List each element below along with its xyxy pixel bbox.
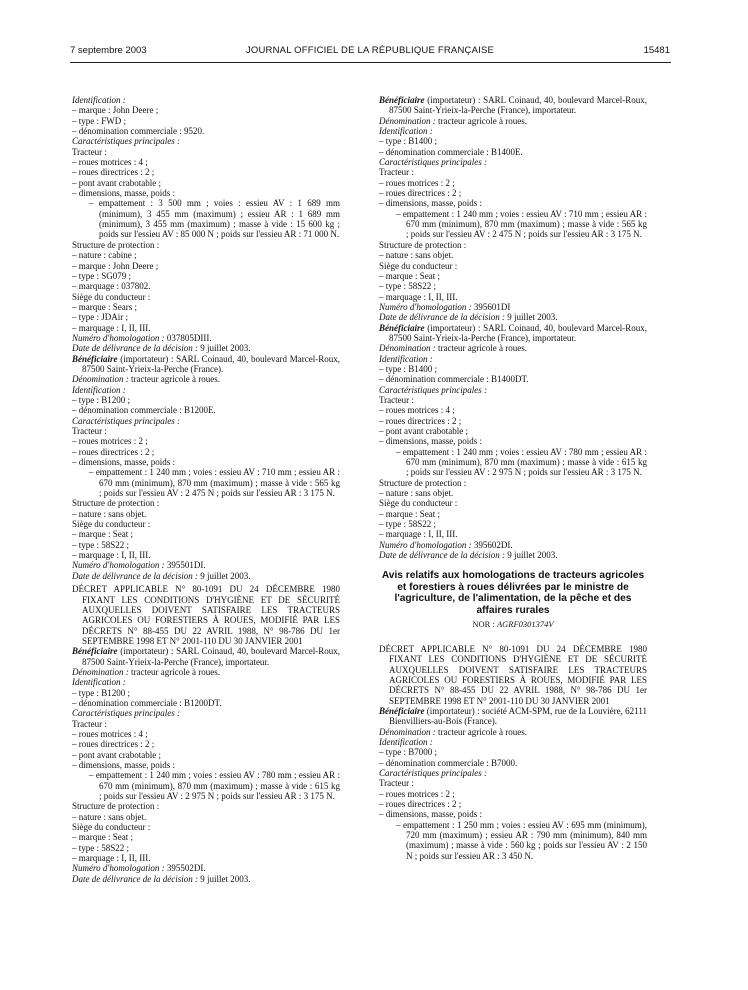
line-text: – marquage : 037802. bbox=[72, 281, 151, 292]
text-line bbox=[379, 395, 647, 405]
line-text: – dimensions, masse, poids : bbox=[72, 760, 175, 770]
text-line bbox=[72, 498, 340, 508]
beneficiary-label: Bénéficiaire bbox=[379, 322, 425, 333]
text-line bbox=[72, 436, 340, 446]
line-text: – nature : sans objet. bbox=[379, 250, 454, 261]
text-line bbox=[379, 261, 647, 271]
nor-label: NOR : bbox=[472, 619, 497, 630]
line-text: – dimensions, masse, poids : bbox=[72, 188, 175, 199]
beneficiary-text: (importateur) : SARL Coinaud, 40, boulevard Marcel-Roux, 87500 Saint-Yrieix-la-Perche (France), importateur. bbox=[389, 322, 647, 343]
line-text: – nature : sans objet. bbox=[379, 488, 454, 499]
field-line bbox=[72, 560, 340, 570]
field-line bbox=[379, 550, 647, 560]
line-text: – type : 58S22 ; bbox=[72, 842, 130, 853]
field-line bbox=[379, 302, 647, 312]
line-text: Structure de protection : bbox=[379, 239, 467, 250]
line-text: – roues directrices : 2 ; bbox=[72, 739, 155, 750]
line-text: – nature : sans objet. bbox=[72, 508, 147, 519]
decree-heading bbox=[379, 644, 647, 706]
line-text: Tracteur : bbox=[379, 394, 414, 405]
line-text: – marque : Seat ; bbox=[72, 832, 133, 843]
field-value: tracteur agricole à roues. bbox=[131, 374, 220, 385]
text-line bbox=[72, 822, 340, 832]
field-label: Identification : bbox=[379, 353, 433, 364]
beneficiary-paragraph bbox=[72, 354, 340, 375]
field-label: Dénomination : bbox=[72, 374, 131, 385]
page-number: 15481 bbox=[643, 45, 670, 56]
text-line bbox=[72, 271, 340, 281]
text-line bbox=[72, 812, 340, 822]
text-line bbox=[72, 719, 340, 729]
line-text: Siège du conducteur : bbox=[72, 291, 151, 302]
line-text: – type : 58S22 ; bbox=[379, 281, 437, 292]
field-line bbox=[379, 727, 647, 737]
field-label: Numéro d'homologation : bbox=[72, 560, 167, 571]
beneficiary-label: Bénéficiaire bbox=[72, 646, 118, 657]
page-header bbox=[70, 45, 670, 61]
text-line bbox=[72, 760, 340, 770]
text-line bbox=[72, 240, 340, 250]
field-value: tracteur agricole à roues. bbox=[438, 115, 527, 126]
line-text: – type : SG079 ; bbox=[72, 270, 132, 281]
right-column bbox=[379, 95, 647, 861]
line-text: – marquage : I, II, III. bbox=[72, 550, 151, 561]
line-text: – pont avant crabotable ; bbox=[379, 426, 468, 436]
field-line bbox=[379, 385, 647, 395]
field-line bbox=[72, 571, 340, 581]
field-line bbox=[72, 863, 340, 873]
text-line bbox=[379, 426, 647, 436]
line-text: Structure de protection : bbox=[72, 801, 160, 812]
field-value: 9 juillet 2003. bbox=[507, 312, 558, 323]
field-label: Dénomination : bbox=[379, 343, 438, 354]
text-line bbox=[72, 843, 340, 853]
dimensions-text bbox=[72, 770, 340, 801]
text-line bbox=[379, 198, 647, 208]
text-line bbox=[379, 416, 647, 426]
text-line bbox=[72, 447, 340, 457]
field-label: Caractéristiques principales : bbox=[379, 767, 487, 778]
dimensions-value: – empattement : 1 250 mm ; voies : essieu AV : 695 mm (minimum), 720 mm (maximum) ; essieu AR : 790 mm (minimum), 840 mm (maximum) ; masse à vide : 560 kg ; poids sur l'essieu AV : 2 150 N ; poids sur l'essieu AR : 3 450 N. bbox=[396, 819, 647, 861]
field-label: Dénomination : bbox=[379, 115, 438, 126]
field-label: Caractéristiques principales : bbox=[72, 708, 180, 719]
field-label: Identification : bbox=[72, 384, 126, 395]
dimensions-text bbox=[379, 209, 647, 240]
text-line bbox=[72, 167, 340, 177]
text-line bbox=[379, 789, 647, 799]
line-text: – roues motrices : 2 ; bbox=[379, 788, 455, 799]
text-line bbox=[379, 250, 647, 260]
line-text: – roues directrices : 2 ; bbox=[72, 167, 155, 178]
text-line bbox=[379, 498, 647, 508]
text-line bbox=[72, 250, 340, 260]
line-text: – dimensions, masse, poids : bbox=[72, 457, 175, 468]
line-text: Tracteur : bbox=[72, 718, 107, 729]
text-line bbox=[379, 758, 647, 768]
line-text: – marque : Seat ; bbox=[379, 270, 440, 281]
field-label: Dénomination : bbox=[379, 726, 438, 737]
line-text: – dénomination commerciale : 9520. bbox=[72, 126, 205, 137]
text-line bbox=[379, 488, 647, 498]
line-text: – roues directrices : 2 ; bbox=[379, 415, 462, 426]
text-line bbox=[72, 426, 340, 436]
text-line bbox=[72, 312, 340, 322]
section-title-text: Avis relatifs aux homologations de tracteurs agricoles et forestiers à roues délivrées par le ministre de l'agriculture, de l'alimentation, de la pêche et des affaires rurales bbox=[381, 570, 645, 616]
beneficiary-text: (importateur) : société ACM-SPM, rue de la Louvière, 62111 Bienvilliers-au-Bois (France). bbox=[389, 705, 647, 727]
beneficiary-text: (importateur) : SARL Coinaud, 40, boulevard Marcel-Roux, 87500 Saint-Yrieix-la-Perche (France). bbox=[82, 353, 340, 374]
line-text: – type : B1400 ; bbox=[379, 136, 437, 147]
field-line bbox=[72, 333, 340, 343]
dimensions-text bbox=[72, 198, 340, 239]
field-label: Caractéristiques principales : bbox=[72, 415, 180, 426]
dimensions-value: – empattement : 1 240 mm ; voies : essieu AV : 710 mm ; essieu AR : 670 mm (minimum), 870 mm (maximum) ; masse à vide : 565 kg ; poids sur l'essieu AV : 2 475 N ; poids sur l'essieu AR : 3 175 N. bbox=[396, 208, 647, 240]
beneficiary-label: Bénéficiaire bbox=[379, 95, 425, 105]
text-line bbox=[379, 136, 647, 146]
line-text: – dénomination commerciale : B7000. bbox=[379, 757, 518, 768]
text-line bbox=[72, 853, 340, 863]
field-label: Caractéristiques principales : bbox=[379, 384, 487, 395]
text-line bbox=[72, 509, 340, 519]
line-text: – marquage : I, II, III. bbox=[72, 853, 151, 864]
text-line bbox=[72, 729, 340, 739]
field-value: 395601DI bbox=[473, 301, 511, 312]
decree-heading bbox=[72, 584, 340, 646]
text-line bbox=[379, 188, 647, 198]
line-text: – marquage : I, II, III. bbox=[379, 529, 458, 540]
line-text: – dimensions, masse, poids : bbox=[379, 809, 482, 820]
section-title bbox=[379, 570, 647, 616]
dimensions-value: – empattement : 1 240 mm ; voies : essieu AV : 780 mm ; essieu AR : 670 mm (minimum), 870 mm (maximum) ; masse à vide : 615 kg ; poids sur l'essieu AV : 2 975 N ; poids sur l'essieu AR : 3 175 N. bbox=[89, 770, 340, 802]
line-text: Siège du conducteur : bbox=[379, 498, 458, 509]
text-line bbox=[72, 405, 340, 415]
text-line bbox=[72, 157, 340, 167]
text-line bbox=[72, 457, 340, 467]
line-text: – pont avant crabotable ; bbox=[72, 177, 161, 188]
line-text: Tracteur : bbox=[379, 167, 414, 178]
field-line bbox=[72, 95, 340, 105]
line-text: – pont avant crabotable ; bbox=[72, 749, 161, 760]
field-value: 9 juillet 2003. bbox=[507, 550, 558, 561]
line-text: Structure de protection : bbox=[72, 498, 160, 509]
line-text: – dénomination commerciale : B1200DT. bbox=[72, 697, 222, 708]
line-text: – marque : John Deere ; bbox=[72, 105, 159, 116]
field-label: Caractéristiques principales : bbox=[379, 157, 487, 168]
beneficiary-paragraph bbox=[379, 95, 647, 116]
text-line bbox=[72, 116, 340, 126]
text-line bbox=[379, 519, 647, 529]
line-text: Tracteur : bbox=[72, 146, 107, 157]
dimensions-value: – empattement : 1 240 mm ; voies : essieu AV : 780 mm ; essieu AR : 670 mm (minimum), 870 mm (maximum) ; masse à vide : 615 kg ; poids sur l'essieu AV : 2 975 N ; poids sur l'essieu AR : 3 175 N. bbox=[396, 446, 647, 478]
field-value: 395502DI. bbox=[166, 863, 206, 874]
beneficiary-label: Bénéficiaire bbox=[379, 705, 425, 716]
field-line bbox=[379, 768, 647, 778]
line-text: – dénomination commerciale : B1400DT. bbox=[379, 374, 529, 385]
line-text: – dimensions, masse, poids : bbox=[379, 436, 482, 447]
field-line bbox=[72, 385, 340, 395]
field-value: tracteur agricole à roues. bbox=[438, 343, 527, 354]
text-line bbox=[72, 178, 340, 188]
dimensions-text bbox=[72, 467, 340, 498]
field-line bbox=[72, 136, 340, 146]
line-text: – nature : sans objet. bbox=[72, 811, 147, 822]
beneficiary-text: (importateur) : SARL Coinaud, 40, boulevard Marcel-Roux, 87500 Saint-Yrieix-la-Perche (France), importateur. bbox=[82, 646, 340, 667]
field-label: Numéro d'homologation : bbox=[72, 332, 167, 343]
field-label: Date de délivrance de la décision : bbox=[72, 873, 201, 884]
line-text: – roues motrices : 4 ; bbox=[72, 728, 148, 739]
text-line bbox=[72, 395, 340, 405]
text-line bbox=[72, 801, 340, 811]
field-line bbox=[379, 312, 647, 322]
line-text: – roues motrices : 2 ; bbox=[379, 177, 455, 188]
line-text: – marque : Seat ; bbox=[72, 529, 133, 540]
field-value: 395602DI. bbox=[473, 539, 513, 550]
field-value: 9 juillet 2003. bbox=[200, 570, 251, 581]
line-text: – type : 58S22 ; bbox=[379, 519, 437, 530]
text-line bbox=[72, 832, 340, 842]
text-line bbox=[379, 747, 647, 757]
field-line bbox=[72, 708, 340, 718]
field-line bbox=[379, 126, 647, 136]
text-line bbox=[72, 529, 340, 539]
line-text: – marque : John Deere ; bbox=[72, 260, 159, 271]
field-value: tracteur agricole à roues. bbox=[131, 666, 220, 677]
field-label: Date de délivrance de la décision : bbox=[379, 550, 508, 561]
beneficiary-paragraph bbox=[72, 646, 340, 667]
beneficiary-paragraph bbox=[379, 323, 647, 344]
line-text: – nature : cabine ; bbox=[72, 250, 137, 261]
line-text: Tracteur : bbox=[72, 426, 107, 436]
text-line bbox=[72, 188, 340, 198]
line-text: – marquage : I, II, III. bbox=[379, 291, 458, 302]
line-text: – roues motrices : 4 ; bbox=[379, 405, 455, 416]
text-line bbox=[379, 147, 647, 157]
text-line bbox=[72, 105, 340, 115]
field-line bbox=[72, 374, 340, 384]
field-line bbox=[379, 737, 647, 747]
text-line bbox=[72, 147, 340, 157]
text-line bbox=[72, 126, 340, 136]
field-label: Identification : bbox=[379, 736, 433, 747]
dimensions-value: – empattement : 1 240 mm ; voies : essieu AV : 710 mm ; essieu AR : 670 mm (minimum), 870 mm (maximum) ; masse à vide : 565 kg ; poids sur l'essieu AV : 2 475 N ; poids sur l'essieu AR : 3 175 N. bbox=[89, 467, 340, 499]
line-text: – roues motrices : 4 ; bbox=[72, 157, 148, 168]
line-text: Tracteur : bbox=[379, 778, 414, 789]
field-line bbox=[379, 157, 647, 167]
text-line bbox=[72, 550, 340, 560]
text-line bbox=[379, 167, 647, 177]
line-text: – roues directrices : 2 ; bbox=[379, 188, 462, 199]
text-line bbox=[379, 529, 647, 539]
decree-text: DÉCRET APPLICABLE N° 80-1091 DU 24 DÉCEMBRE 1980 FIXANT LES CONDITIONS D'HYGIÈNE ET DE SÉCURITÉ AUXQUELLES DOIVENT SATISFAIRE LES TRACTEURS AGRICOLES OU FORESTIERS À ROUES, MODIFIÉ PAR LES DÉCRETS N° 88-455 DU 22 AVRIL 1988, N° 98-786 DU 1er SEPTEMBRE 1998 ET N° 2001-110 DU 30 JANVIER 2001 bbox=[72, 584, 340, 646]
line-text: – roues motrices : 2 ; bbox=[72, 436, 148, 447]
field-line bbox=[379, 343, 647, 353]
field-label: Caractéristiques principales : bbox=[72, 136, 180, 147]
text-line bbox=[72, 302, 340, 312]
field-line bbox=[379, 540, 647, 550]
field-line bbox=[72, 343, 340, 353]
line-text: – roues directrices : 2 ; bbox=[379, 798, 462, 809]
text-line bbox=[72, 281, 340, 291]
line-text: Siège du conducteur : bbox=[72, 519, 151, 530]
line-text: – type : JDAir ; bbox=[72, 312, 128, 323]
line-text: – roues directrices : 2 ; bbox=[72, 446, 155, 457]
text-line bbox=[379, 436, 647, 446]
field-line bbox=[72, 416, 340, 426]
text-line bbox=[379, 178, 647, 188]
line-text: – type : B7000 ; bbox=[379, 747, 437, 758]
text-line bbox=[72, 739, 340, 749]
text-line bbox=[379, 478, 647, 488]
field-label: Date de délivrance de la décision : bbox=[72, 343, 201, 354]
field-label: Numéro d'homologation : bbox=[379, 301, 474, 312]
field-value: 9 juillet 2003. bbox=[200, 873, 251, 884]
header-rule bbox=[70, 62, 671, 63]
text-line bbox=[379, 281, 647, 291]
text-line bbox=[72, 688, 340, 698]
field-value: 395501DI. bbox=[166, 560, 206, 571]
dimensions-value: – empattement : 3 500 mm ; voies : essieu AV : 1 689 mm (minimum), 3 455 mm (maximum) ; essieu AR : 1 689 mm (minimum), 3 455 mm (maximum) ; masse à vide : 15 600 kg ; poids sur l'essieu AV : 85 000 N ; poids sur l'essieu AR : 71 000 N. bbox=[89, 198, 340, 240]
field-line bbox=[72, 677, 340, 687]
field-label: Identification : bbox=[72, 677, 126, 688]
line-text: – type : 58S22 ; bbox=[72, 539, 130, 550]
beneficiary-paragraph bbox=[379, 706, 647, 727]
text-line bbox=[72, 261, 340, 271]
dimensions-text bbox=[379, 820, 647, 861]
line-text: – marque : Seat ; bbox=[379, 508, 440, 519]
text-line bbox=[72, 292, 340, 302]
line-text: Siège du conducteur : bbox=[72, 822, 151, 833]
text-line bbox=[72, 698, 340, 708]
text-line bbox=[379, 271, 647, 281]
text-line bbox=[379, 405, 647, 415]
text-line bbox=[379, 374, 647, 384]
field-value: 9 juillet 2003. bbox=[200, 343, 251, 354]
line-text: – type : B1200 ; bbox=[72, 687, 130, 698]
text-line bbox=[379, 778, 647, 788]
text-line bbox=[72, 540, 340, 550]
field-label: Identification : bbox=[72, 95, 126, 105]
line-text: – marquage : I, II, III. bbox=[72, 322, 151, 333]
field-line bbox=[72, 874, 340, 884]
line-text: – type : B1400 ; bbox=[379, 363, 437, 374]
left-column bbox=[72, 95, 340, 884]
text-line bbox=[72, 750, 340, 760]
journal-title: JOURNAL OFFICIEL DE LA RÉPUBLIQUE FRANÇAISE bbox=[245, 45, 495, 56]
line-text: Structure de protection : bbox=[379, 477, 467, 488]
field-line bbox=[72, 667, 340, 677]
text-line bbox=[379, 364, 647, 374]
field-label: Identification : bbox=[379, 126, 433, 137]
line-text: – type : FWD ; bbox=[72, 115, 126, 126]
line-text: – marque : Sears ; bbox=[72, 301, 137, 312]
line-text: – dimensions, masse, poids : bbox=[379, 198, 482, 209]
text-line bbox=[379, 240, 647, 250]
beneficiary-text: (importateur) : SARL Coinaud, 40, boulevard Marcel-Roux, 87500 Saint-Yrieix-la-Perche (France), importateur. bbox=[389, 95, 647, 116]
field-line bbox=[379, 116, 647, 126]
nor-reference bbox=[379, 619, 647, 629]
text-line bbox=[72, 323, 340, 333]
field-line bbox=[379, 354, 647, 364]
field-label: Date de délivrance de la décision : bbox=[72, 570, 201, 581]
nor-code: AGRF0301374V bbox=[496, 619, 554, 630]
header-date: 7 septembre 2003 bbox=[70, 45, 147, 56]
line-text: Siège du conducteur : bbox=[379, 260, 458, 271]
field-value: tracteur agricole à roues. bbox=[438, 726, 527, 737]
text-line bbox=[379, 799, 647, 809]
text-line bbox=[379, 809, 647, 819]
line-text: – type : B1200 ; bbox=[72, 394, 130, 405]
field-label: Dénomination : bbox=[72, 666, 131, 677]
field-label: Numéro d'homologation : bbox=[379, 539, 474, 550]
text-line bbox=[379, 509, 647, 519]
dimensions-text bbox=[379, 447, 647, 478]
line-text: Structure de protection : bbox=[72, 239, 160, 250]
decree-text: DÉCRET APPLICABLE N° 80-1091 DU 24 DÉCEMBRE 1980 FIXANT LES CONDITIONS D'HYGIÈNE ET DE SÉCURITÉ AUXQUELLES DOIVENT SATISFAIRE LES TRACTEURS AGRICOLES OU FORESTIERS À ROUES, MODIFIÉ PAR LES DÉCRETS N° 88-455 DU 22 AVRIL 1988, N° 98-786 DU 1er SEPTEMBRE 1998 ET N° 2001-110 DU 30 JANVIER 2001 bbox=[379, 643, 647, 706]
line-text: – dénomination commerciale : B1400E. bbox=[379, 146, 523, 157]
text-line bbox=[379, 292, 647, 302]
text-line bbox=[72, 519, 340, 529]
beneficiary-label: Bénéficiaire bbox=[72, 353, 118, 364]
field-value: 037805DIII. bbox=[166, 332, 212, 343]
line-text: – dénomination commerciale : B1200E. bbox=[72, 405, 216, 416]
field-label: Numéro d'homologation : bbox=[72, 863, 167, 874]
field-label: Date de délivrance de la décision : bbox=[379, 312, 508, 323]
